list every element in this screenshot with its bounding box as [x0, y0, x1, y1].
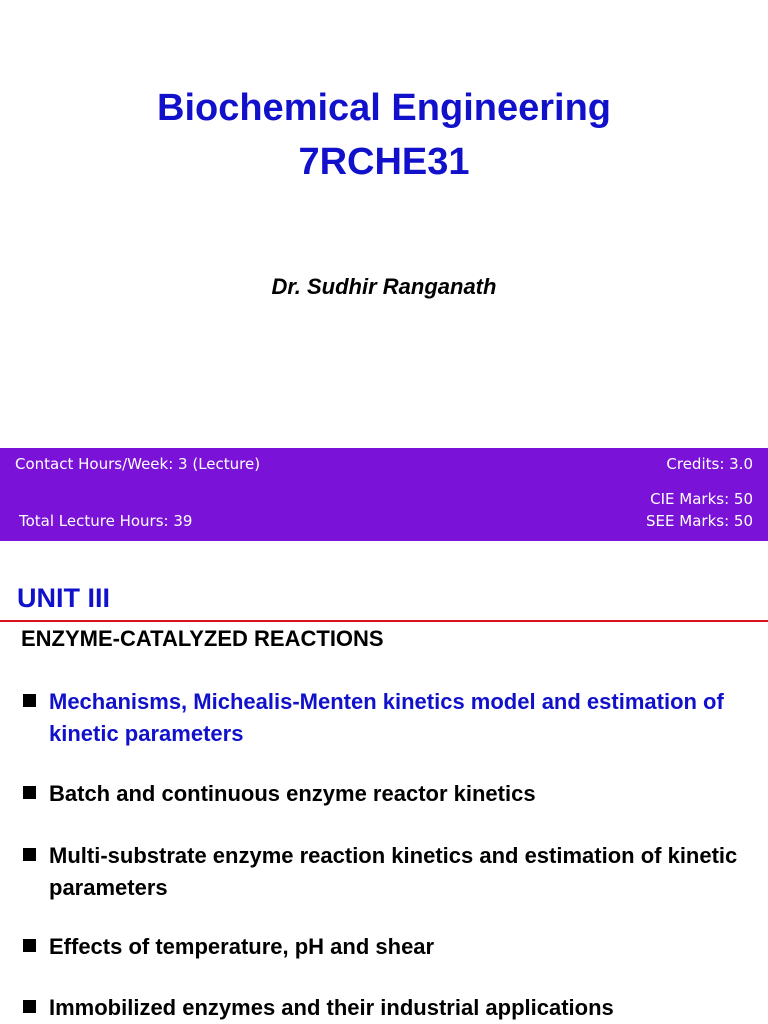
cie-marks: CIE Marks: 50: [650, 490, 753, 508]
bullet-item: [21, 992, 751, 1024]
bullet-item: [21, 686, 751, 750]
bullet-item: [21, 931, 751, 963]
bullet-text: Multi-substrate enzyme reaction kinetics and estimation of kinetic parameters: [49, 843, 738, 900]
divider: [0, 620, 768, 622]
author-name: Dr. Sudhir Ranganath: [271, 274, 497, 299]
bullet-item: [21, 840, 751, 904]
contact-hours: Contact Hours/Week: 3 (Lecture): [15, 455, 261, 473]
square-bullet-icon: [23, 786, 36, 799]
square-bullet-icon: [23, 1000, 36, 1013]
course-code: 7RCHE31: [298, 141, 470, 183]
bullet-item: [21, 778, 751, 810]
square-bullet-icon: [23, 939, 36, 952]
bullet-text: Immobilized enzymes and their industrial applications: [49, 995, 614, 1020]
course-title: Biochemical Engineering: [157, 87, 611, 129]
square-bullet-icon: [23, 848, 36, 861]
see-marks: SEE Marks: 50: [646, 512, 753, 530]
section-title: ENZYME-CATALYZED REACTIONS: [21, 626, 384, 651]
square-bullet-icon: [23, 694, 36, 707]
bullet-text: Mechanisms, Michealis-Menten kinetics model and estimation of kinetic parameters: [49, 689, 724, 746]
credits: Credits: 3.0: [666, 455, 753, 473]
bullet-text: Effects of temperature, pH and shear: [49, 934, 435, 959]
unit-heading: UNIT III: [17, 583, 110, 613]
total-lecture-hours: Total Lecture Hours: 39: [19, 512, 193, 530]
bullet-text: Batch and continuous enzyme reactor kinetics: [49, 781, 536, 806]
course-info-band: [0, 448, 768, 541]
